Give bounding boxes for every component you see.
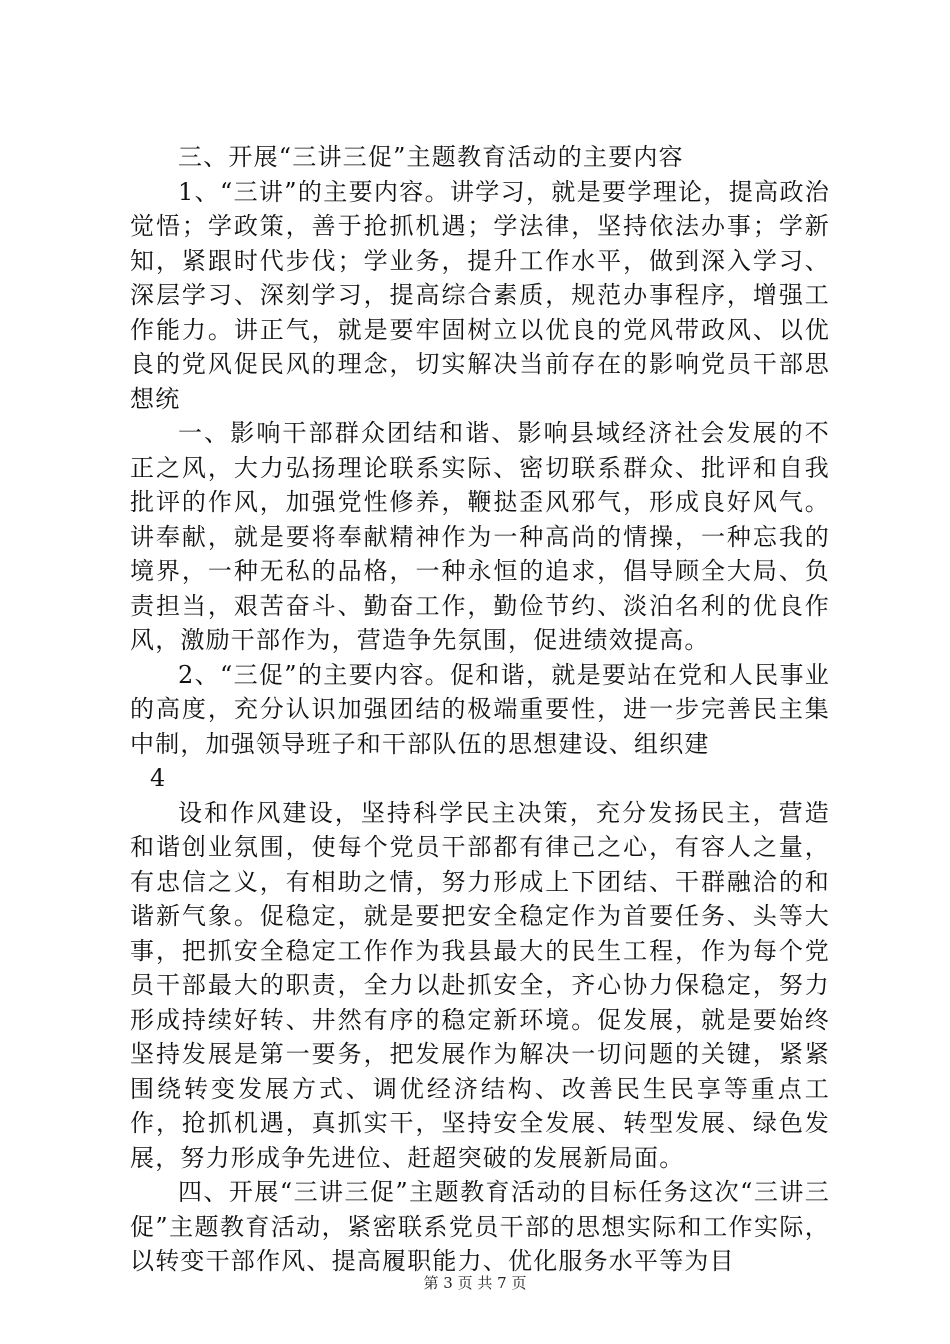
paragraph-three-promotions: 2、“三促”的主要内容。促和谐，就是要站在党和人民事业的高度，充分认识加强团结的极端重要性，进一步完善民主集中制，加强领导班子和干部队伍的思想建设、组织建: [130, 660, 830, 758]
paragraph-three-lectures: 1、“三讲”的主要内容。讲学习，就是要学理论，提高政治觉悟；学政策，善于抢抓机遇；学法律，坚持依法办事；学新知，紧跟时代步伐；学业务，提升工作水平，做到深入学习、深层学习、深刻学习，提高综合素质，规范办事程序，增强工作能力。讲正气，就是要牢固树立以优良的党风带政风、以优良的党风促民风的理念，切实解决当前存在的影响党员干部思想统: [130, 177, 830, 413]
document-body: [130, 140, 830, 1279]
paragraph-harmony-stability-development: 设和作风建设，坚持科学民主决策，充分发扬民主，营造和谐创业氛围，使每个党员干部都有律己之心，有容人之量，有忠信之义，有相助之情，努力形成上下团结、干群融洽的和谐新气象。促稳定，就是要把安全稳定作为首要任务、头等大事，把抓安全稳定工作作为我县最大的民生工程，作为每个党员干部最大的职责，全力以赴抓安全，齐心协力保稳定，努力形成持续好转、井然有序的稳定新环境。促发展，就是要始终坚持发展是第一要务，把发展作为解决一切问题的关键，紧紧围绕转变发展方式、调优经济结构、改善民生民享等重点工作，抢抓机遇，真抓实干，坚持安全发展、转型发展、绿色发展，努力形成争先进位、赶超突破的发展新局面。: [130, 798, 830, 1172]
section-heading-four: 四、开展“三讲三促”主题教育活动的目标任务这次“三讲三促”主题教育活动，紧密联系党员干部的思想实际和工作实际，以转变干部作风、提高履职能力、优化服务水平等为目: [130, 1178, 830, 1275]
paragraph-continued: 一、影响干部群众团结和谐、影响县域经济社会发展的不正之风，大力弘扬理论联系实际、密切联系群众、批评和自我批评的作风，加强党性修养，鞭挞歪风邪气，形成良好风气。讲奉献，就是要将奉献精神作为一种高尚的情操，一种忘我的境界，一种无私的品格，一种永恒的追求，倡导顾全大局、负责担当，艰苦奋斗、勤奋工作，勤俭节约、淡泊名利的优良作风，激励干部作为，营造争先氛围，促进绩效提高。: [130, 419, 830, 654]
page-footer: 第 3 页 共 7 页: [423, 1274, 527, 1292]
section-heading-three: 三、开展“三讲三促”主题教育活动的主要内容: [178, 143, 684, 171]
inline-page-number: 4: [150, 764, 167, 792]
